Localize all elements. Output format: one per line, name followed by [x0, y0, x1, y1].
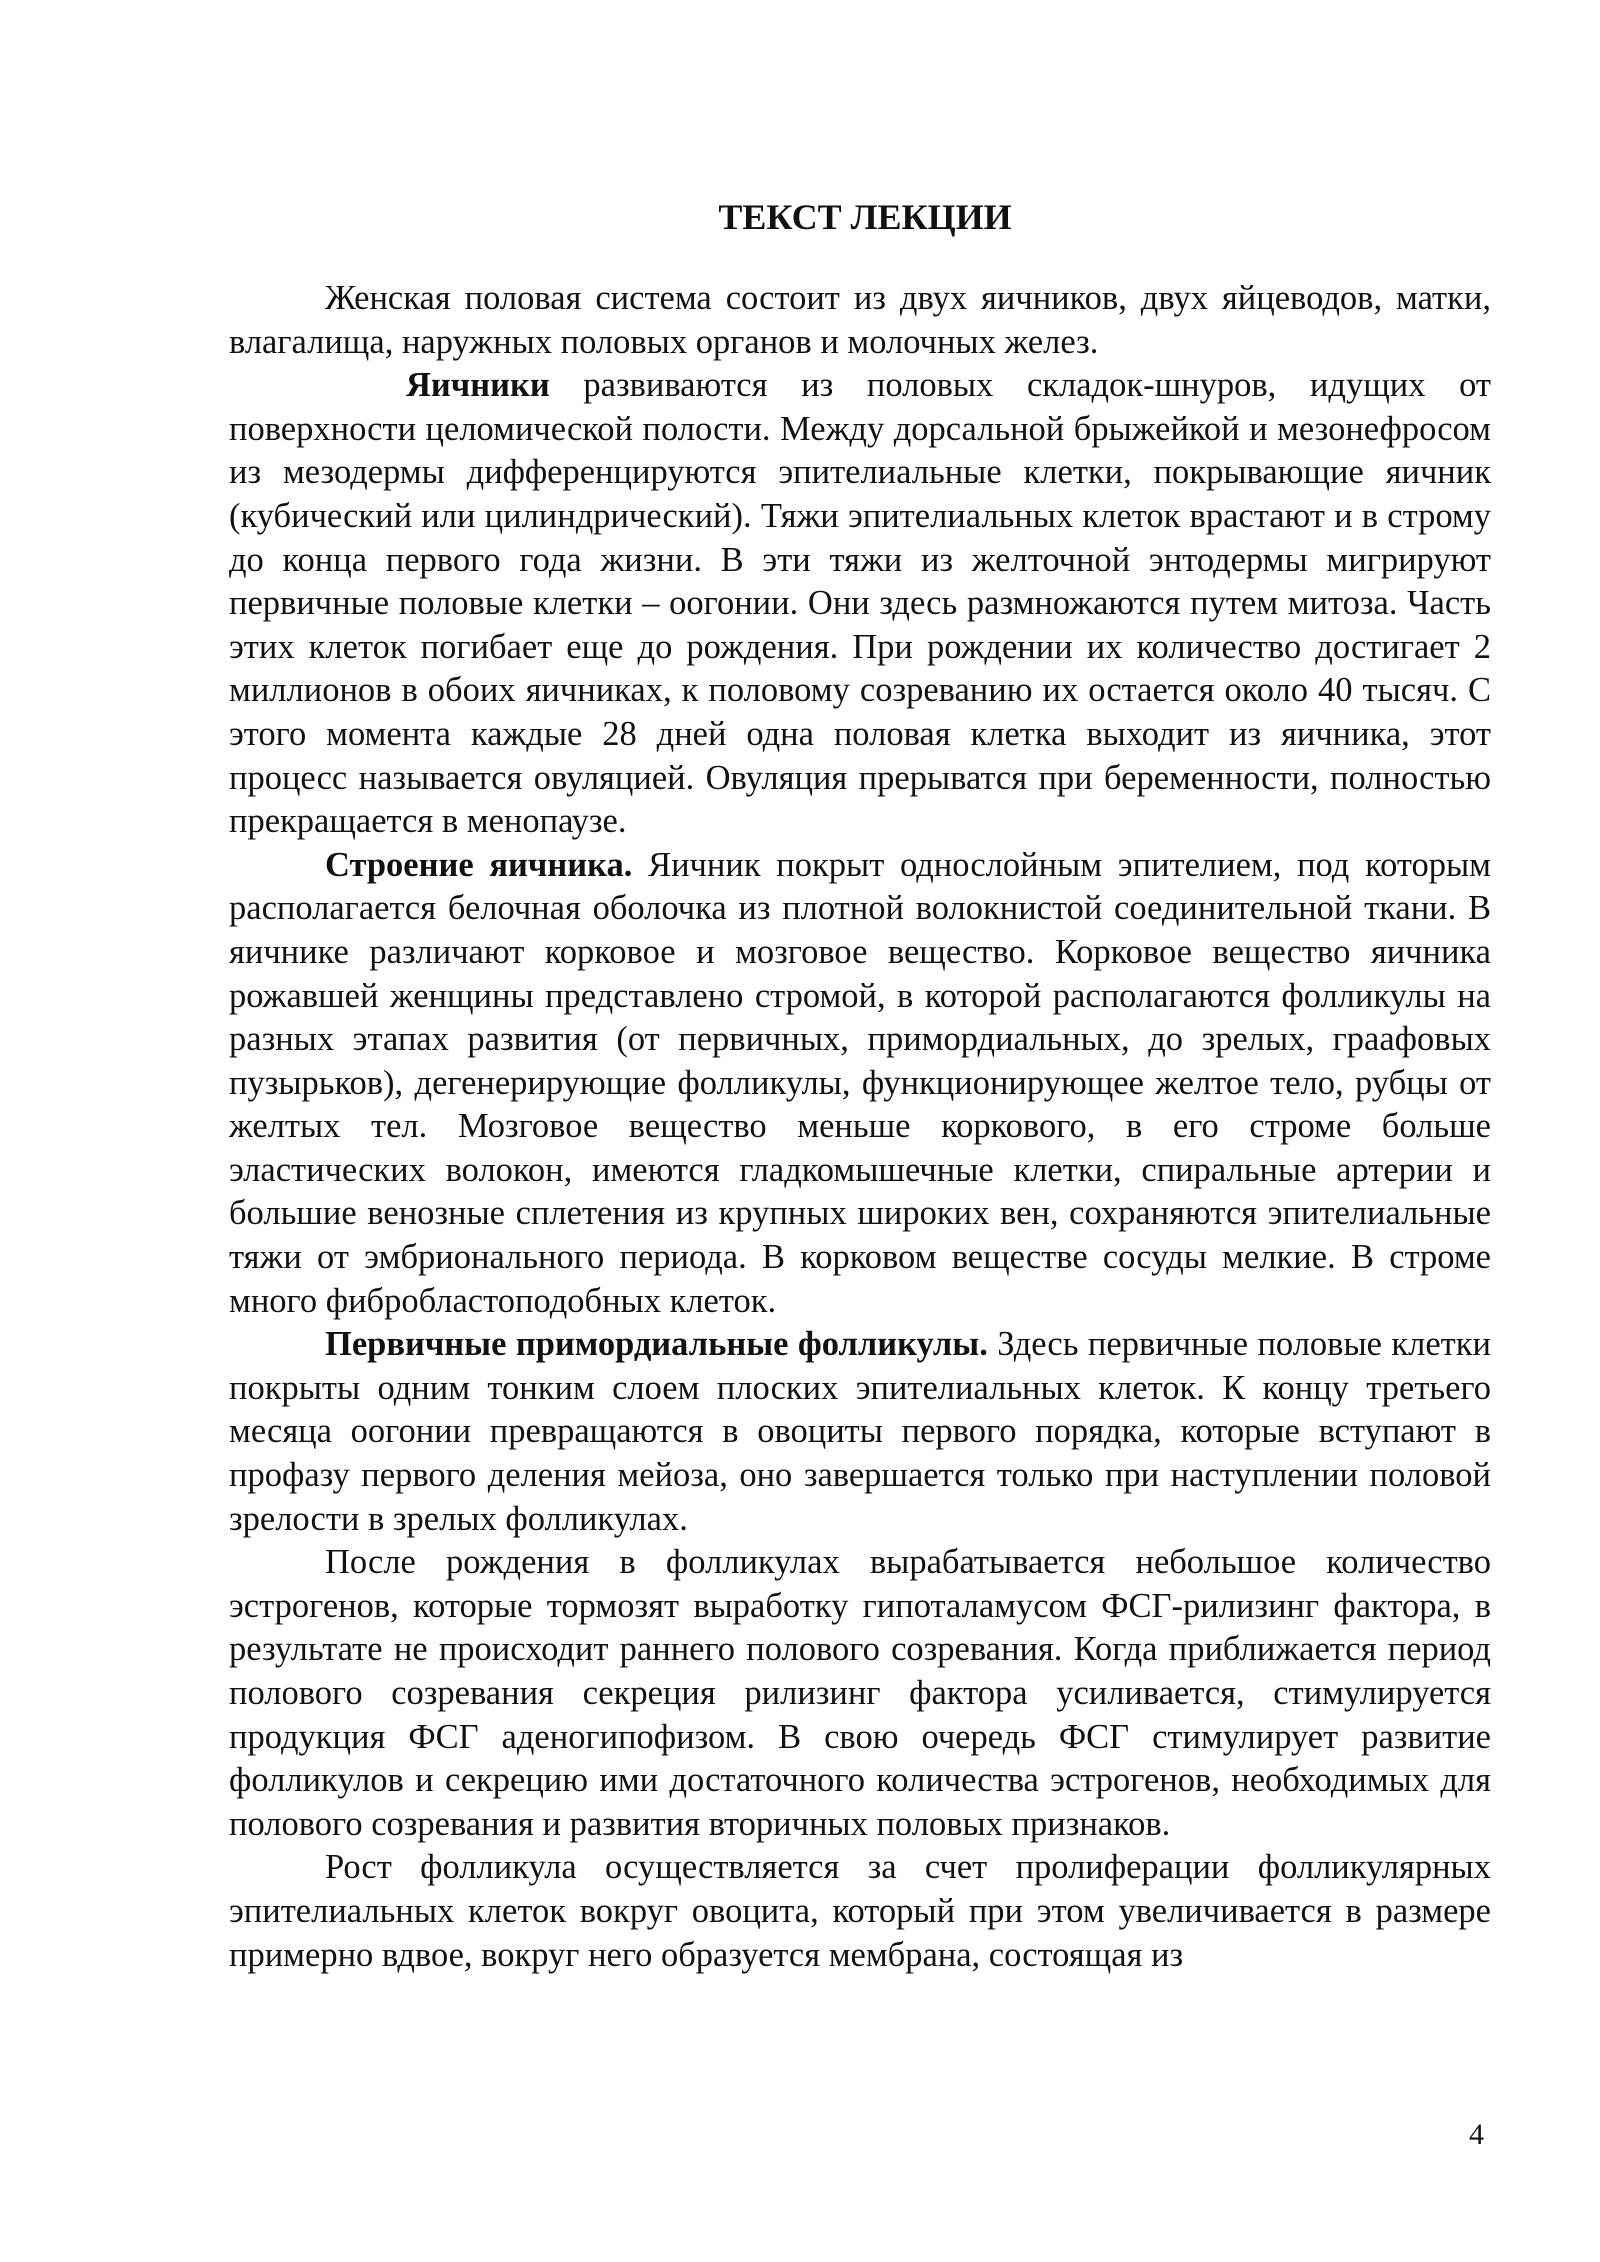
paragraph-heading: Первичные примордиальные фолликулы. — [325, 1325, 988, 1364]
paragraph-text: После рождения в фолликулах вырабатывается небольшое количество эстрогенов, которые тормозят выработку гипоталамусом ФСГ-рилизинг фактора, в результате не происходит раннего полового созревания. Когда приближается период полового созревания секреция рилизинг фактора усиливается, стимулируется продукция ФСГ аденогипофизом. В свою очередь ФСГ стимулирует развитие фолликулов и секрецию ими достаточного количества эстрогенов, необходимых для полового созревания и развития вторичных половых признаков. — [229, 1543, 1491, 1843]
paragraph-text: Здесь первичные половые клетки покрыты одним тонким слоем плоских эпителиальных клеток. К концу третьего месяца оогонии превращаются в овоциты первого порядка, которые вступают в профазу первого деления мейоза, оно завершается только при наступлении половой зрелости в зрелых фолликулах. — [229, 1325, 1491, 1538]
page-number: 4 — [1469, 2118, 1484, 2151]
paragraph-text: Женская половая система состоит из двух яичников, двух яйцеводов, матки, влагалища, наружных половых органов и молочных желез. — [229, 279, 1491, 361]
page-title: ТЕКСТ ЛЕКЦИИ — [718, 197, 1012, 237]
paragraph-heading: Яичники — [406, 366, 550, 405]
paragraph-text: Рост фолликула осуществляется за счет пролиферации фолликулярных эпителиальных клеток вокруг овоцита, который при этом увеличивается в размере примерно вдвое, вокруг него образуется мембрана, состоящая из — [229, 1848, 1491, 1974]
paragraph-hormones — [229, 1541, 1491, 1846]
paragraph-text: Яичник покрыт однослойным эпителием, под которым располагается белочная оболочка из плотной волокнистой соединительной ткани. В яичнике различают корковое и мозговое вещество. Корковое вещество яичника рожавшей женщины представлено стромой, в которой располагаются фолликулы на разных этапах развития (от первичных, примордиальных, до зрелых, граафовых пузырьков), дегенерирующие фолликулы, функционирующее желтое тело, рубцы от желтых тел. Мозговое вещество меньше коркового, в его строме больше эластических волокон, имеются гладкомышечные клетки, спиральные артерии и большие венозные сплетения из крупных широких вен, сохраняются эпителиальные тяжи от эмбрионального периода. В корковом веществе сосуды мелкие. В строме много фибробластоподобных клеток. — [229, 845, 1492, 1320]
paragraph-heading: Строение яичника. — [325, 845, 633, 884]
paragraph-ovaries — [229, 364, 1491, 844]
paragraph-follicle-growth — [229, 1846, 1491, 1977]
paragraph-primordial-follicles — [229, 1323, 1491, 1541]
paragraph-text: развиваются из половых складок-шнуров, идущих от поверхности целомической полости. Между дорсальной брыжейкой и мезонефросом из мезодермы дифференцируются эпителиальные клетки, покрывающие яичник (кубический или цилиндрический). Тяжи эпителиальных клеток врастают и в строму до конца первого года жизни. В эти тяжи из желточной энтодермы мигрируют первичные половые клетки – оогонии. Они здесь размножаются путем митоза. Часть этих клеток погибает еще до рождения. При рождении их количество достигает 2 миллионов в обоих яичниках, к половому созреванию их остается около 40 тысяч. С этого момента каждые 28 дней одна половая клетка выходит из яичника, этот процесс называется овуляцией. Овуляция прерыватся при беременности, полностью прекращается в менопаузе. — [229, 366, 1491, 841]
lecture-body — [229, 195, 1491, 1977]
paragraph-ovary-structure — [229, 844, 1491, 1324]
paragraph-intro — [229, 277, 1491, 364]
